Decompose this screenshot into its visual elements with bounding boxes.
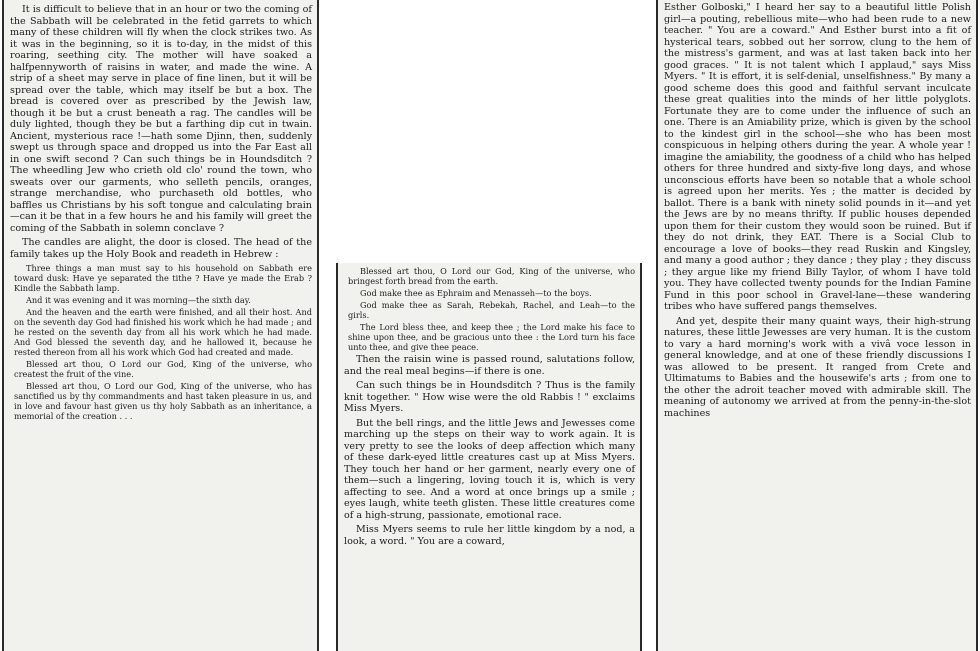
middle-column-paragraph: Blessed art thou, O Lord our God, King of the universe, who bringest forth bread from the earth. bbox=[348, 266, 635, 286]
middle-column-paragraph: Then the raisin wine is passed round, salutations follow, and the real meal begins—if there is one. bbox=[344, 354, 635, 377]
newspaper-column-left bbox=[2, 0, 319, 651]
middle-column-paragraph: The Lord bless thee, and keep thee ; the Lord make his face to shine upon thee, and be gracious unto thee : the Lord turn his face unto thee, and give thee peace. bbox=[348, 322, 635, 352]
middle-column-paragraph: God make thee as Sarah, Rebekah, Rachel, and Leah—to the girls. bbox=[348, 300, 635, 320]
left-column-paragraph: Three things a man must say to his household on Sabbath ere toward dusk: Have ye separated the tithe ? Have ye made the Erab ? Kindle the Sabbath lamp. bbox=[14, 263, 312, 293]
left-column-paragraph: The candles are alight, the door is closed. The head of the family takes up the Holy Book and readeth in Hebrew : bbox=[10, 237, 312, 260]
left-column-paragraph: Blessed art thou, O Lord our God, King of the universe, who createst the fruit of the vine. bbox=[14, 359, 312, 379]
left-column-paragraph: And it was evening and it was morning—the sixth day. bbox=[26, 295, 251, 305]
newspaper-column-middle bbox=[336, 263, 642, 651]
right-column-paragraph: Esther Golboski," I heard her say to a beautiful little Polish girl—a pouting, rebellious mite—who had been rude to a new teacher. " You are a coward." And Esther burst into a fit of hysterical tears, sobbed out her sorrow, clung to the hem of the mistress's garment, and was at last taken back into her good graces. " It is not talent which I applaud," says Miss Myers. " It is effort, it is self-denial, unselfishness." By many a good scheme does this good and faithful servant inculcate these great qualities into the minds of her little polyglots. Fortunate they are to come under the influence of such an one. There is an Amiability prize, which is given by the school to the kindest girl in the school—she who has been most conspicuous in helping others during the year. A whole year ! imagine the amiability, the goodness of a child who has helped others for three hundred and sixty-five long days, and whose unconscious efforts have been so notable that a whole school is agreed upon her merits. Yes ; the matter is decided by ballot. There is a bank with ninety solid pounds in it—and yet the Jews are by no means thrifty. If public houses depended upon them for their custom they would soon be ruined. But if they do not drink, they EAT. There is a Social Club to encourage a love of books—they read Ruskin and Kingsley, and many a good author ; they dance ; they play ; they discuss ; they argue like my friend Billy Taylor, of whom I have told you. They have collected twenty pounds for the Indian Famine Fund in this poor school in Gravel-lane—these wandering tribes who have suffered pangs themselves. bbox=[664, 2, 971, 312]
middle-column-paragraph: Can such things be in Houndsditch ? Thus is the family knit together. " How wise were the old Rabbis ! " exclaims Miss Myers. bbox=[344, 380, 635, 414]
newspaper-column-right bbox=[656, 0, 978, 651]
middle-column-paragraph: Miss Myers seems to rule her little kingdom by a nod, a look, a word. " You are a coward, bbox=[344, 524, 635, 547]
left-column-paragraph: It is difficult to believe that in an hour or two the coming of the Sabbath will be celebrated in the fetid garrets to which many of these children will fly when the clock strikes two. As it was in the beginning, so it is to-day, in the midst of this roaring, seething city. The mother will have soaked a halfpennyworth of raisins in water, and made the wine. A strip of a sheet may serve in place of fine linen, but it will be spread over the table, which may itself be but a box. The bread is covered over as prescribed by the Jewish law, though it be but a crust beneath a rag. The candles will be duly lighted, though they be but a farthing dip cut in twain. Ancient, mysterious race !—hath some Djinn, then, suddenly swept us through space and dropped us into the Far East all in one swift second ? Can such things be in Houndsditch ? The wheedling Jew who crieth old clo' round the town, who sweats over our garments, who selleth pencils, oranges, strange merchandise, who purchaseth old bottles, who baffles us Christians by his soft tongue and calculating brain—can it be that in a few hours he and his family will greet the coming of the Sabbath in solemn conclave ? bbox=[10, 4, 312, 234]
right-column-paragraph: And yet, despite their many quaint ways, their high-strung natures, these little Jewesses are very human. It is the custom to vary a hard morning's work with a vivâ voce lesson in general knowledge, and at one of these friendly discussions I was allowed to be present. It ranged from Crete and Ultimatums to Babies and the housewife's arts ; from one to the other the adroit teacher moved with admirable skill. The meaning of autonomy we arrived at from the penny-in-the-slot machines bbox=[664, 315, 971, 419]
middle-column-paragraph: God make thee as Ephraim and Menasseh—to the boys. bbox=[360, 288, 592, 298]
left-column-paragraph: Blessed art thou, O Lord our God, King of the universe, who has sanctified us by thy commandments and hast taken pleasure in us, and in love and favour hast given us thy holy Sabbath as an inheritance, a memorial of the creation . . . bbox=[14, 381, 312, 421]
left-column-paragraph: And the heaven and the earth were finished, and all their host. And on the seventh day God had finished his work which he had made ; and he rested on the seventh day from all his work which he had made. And God blessed the seventh day, and he hallowed it, because he rested thereon from all his work which God had created and made. bbox=[14, 307, 312, 357]
middle-column-paragraph: But the bell rings, and the little Jews and Jewesses come marching up the steps on their way to work again. It is very pretty to see the looks of deep affection which many of these dark-eyed little creatures cast up at Miss Myers. They touch her hand or her garment, nearly every one of them—such a lingering, loving touch it is, which is very affecting to see. And a word at once brings up a smile ; eyes laugh, white teeth glisten. These little creatures come of a high-strung, passionate, emotional race. bbox=[344, 417, 635, 521]
